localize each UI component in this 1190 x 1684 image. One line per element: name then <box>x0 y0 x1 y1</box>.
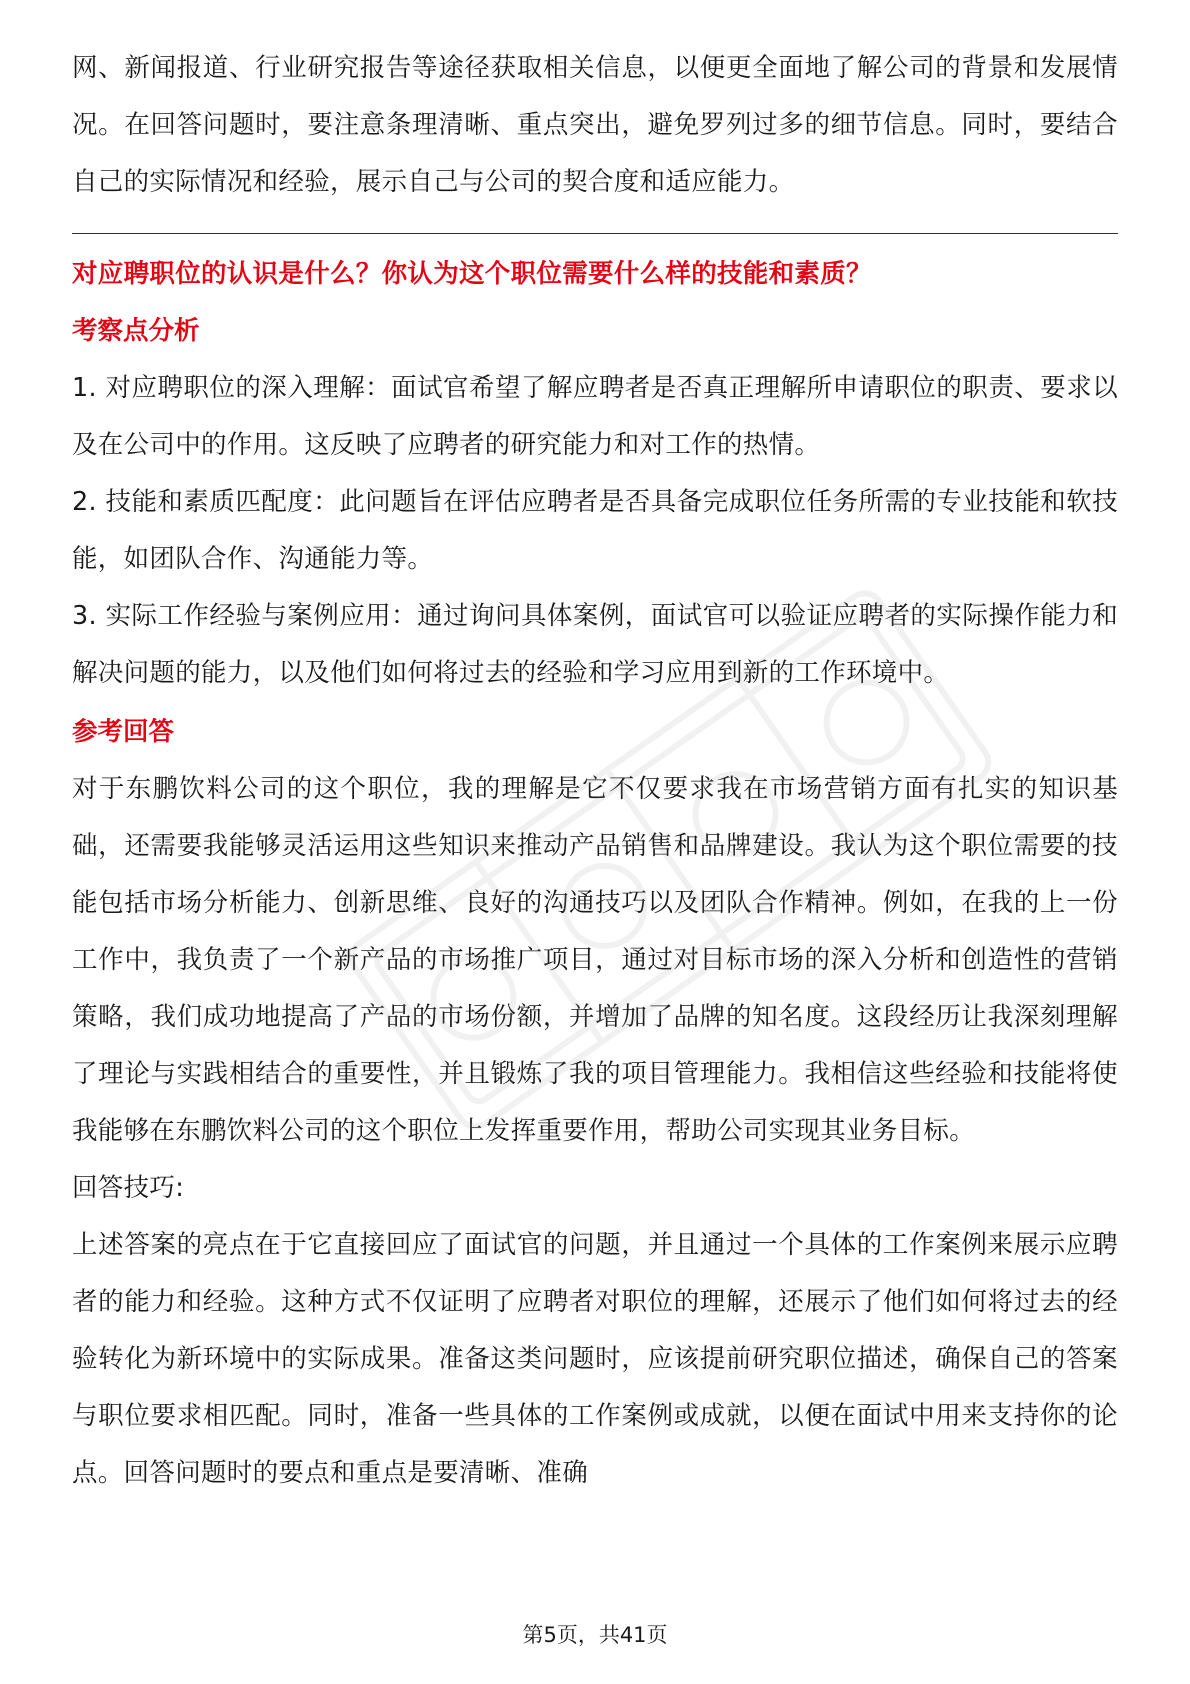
analysis-point-3: 3. 实际工作经验与案例应用：通过询问具体案例，面试官可以验证应聘者的实际操作能力和解决问题的能力，以及他们如何将过去的经验和学习应用到新的工作环境中。 <box>72 601 1118 688</box>
interview-question: 对应聘职位的认识是什么？你认为这个职位需要什么样的技能和素质？ <box>72 259 872 289</box>
section-divider <box>72 233 1118 234</box>
answer-paragraph: 对于东鹏饮料公司的这个职位，我的理解是它不仅要求我在市场营销方面有扎实的知识基础，还需要我能够灵活运用这些知识来推动产品销售和品牌建设。我认为这个职位需要的技能包括市场分析能力、创新思维、良好的沟通技巧以及团队合作精神。例如，在我的上一份工作中，我负责了一个新产品的市场推广项目，通过对目标市场的深入分析和创造性的营销策略，我们成功地提高了产品的市场份额，并增加了品牌的知名度。这段经历让我深刻理解了理论与实践相结合的重要性，并且锻炼了我的项目管理能力。我相信这些经验和技能将使我能够在东鹏饮料公司的这个职位上发挥重要作用，帮助公司实现其业务目标。 <box>72 774 1118 1146</box>
analysis-point-2: 2. 技能和素质匹配度：此问题旨在评估应聘者是否具备完成职位任务所需的专业技能和软技能，如团队合作、沟通能力等。 <box>72 487 1118 574</box>
analysis-point-1: 1. 对应聘职位的深入理解：面试官希望了解应聘者是否真正理解所申请职位的职责、要求以及在公司中的作用。这反映了应聘者的研究能力和对工作的热情。 <box>72 373 1118 460</box>
tips-heading: 回答技巧: <box>72 1173 185 1203</box>
page-footer: 第5页，共41页 <box>522 1623 668 1647</box>
page-content <box>72 40 1118 1502</box>
analysis-heading: 考察点分析 <box>72 316 200 346</box>
intro-paragraph: 网、新闻报道、行业研究报告等途径获取相关信息，以便更全面地了解公司的背景和发展情况。在回答问题时，要注意条理清晰、重点突出，避免罗列过多的细节信息。同时，要结合自己的实际情况和经验，展示自己与公司的契合度和适应能力。 <box>72 53 1118 197</box>
answer-heading: 参考回答 <box>72 717 175 747</box>
tips-paragraph: 上述答案的亮点在于它直接回应了面试官的问题，并且通过一个具体的工作案例来展示应聘者的能力和经验。这种方式不仅证明了应聘者对职位的理解，还展示了他们如何将过去的经验转化为新环境中的实际成果。准备这类问题时，应该提前研究职位描述，确保自己的答案与职位要求相匹配。同时，准备一些具体的工作案例或成就，以便在面试中用来支持你的论点。回答问题时的要点和重点是要清晰、准确 <box>72 1230 1118 1488</box>
